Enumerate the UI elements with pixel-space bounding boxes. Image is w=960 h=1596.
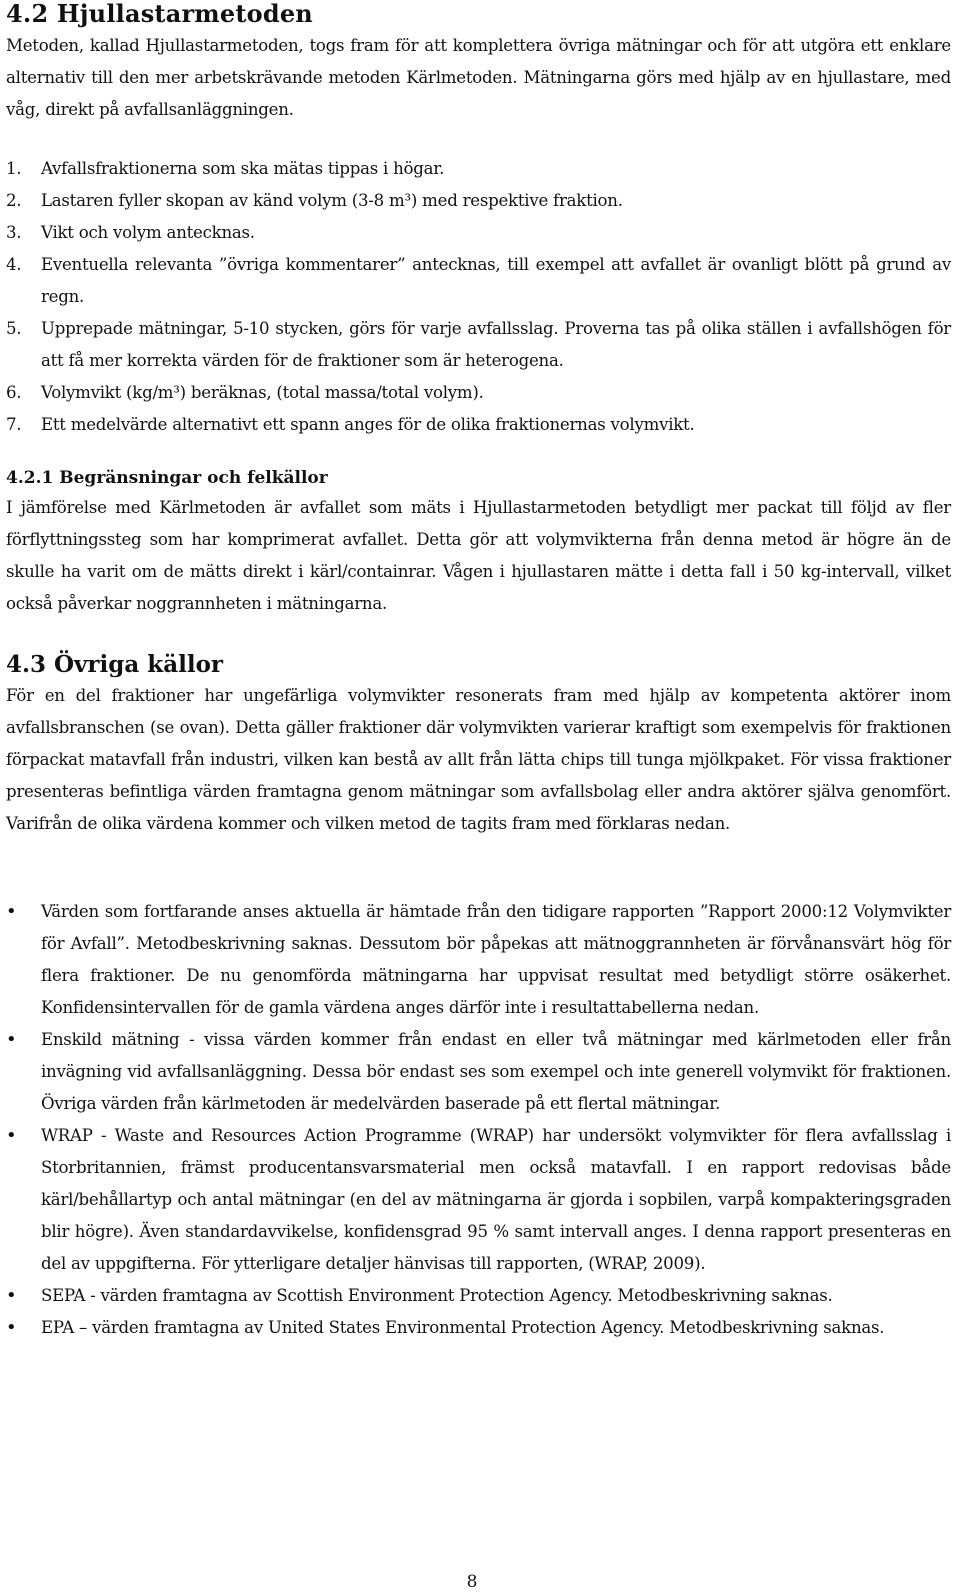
section-4-2-1-text: I jämförelse med Kärlmetoden är avfallet som mäts i Hjullastarmetoden betydligt mer packat till följd av fler förflyttningssteg som har komprimerat avfallet. Detta gör att volymvikterna från denna metod är högre än de skulle ha varit om de mätts direkt i kärl/containrar. Vågen i hjullastaren mätte i detta fall i 50 kg-intervall, vilket också påverkar noggrannheten i mätningarna.: [6, 498, 951, 613]
step-number: 6.: [6, 383, 22, 402]
step-number: 5.: [6, 319, 22, 338]
section-4-2-intro: Metoden, kallad Hjullastarmetoden, togs fram för att komplettera övriga mätningar och för att utgöra ett enklare alternativ till den mer arbetskrävande metoden Kärlmetoden. Mätningarna görs med hjälp av en hjullastare, med våg, direkt på avfallsanläggningen.: [6, 36, 951, 119]
step-number: 4.: [6, 255, 22, 274]
step-number: 1.: [6, 159, 22, 178]
step-number: 3.: [6, 223, 22, 242]
bullet-icon: •: [6, 1125, 17, 1146]
page-number: 8: [466, 1572, 478, 1592]
bullet-text: EPA – värden framtagna av United States Environmental Protection Agency. Metodbeskrivning saknas.: [41, 1318, 885, 1337]
list-item: [6, 1280, 951, 1312]
list-item: [6, 377, 951, 409]
bullet-icon: •: [6, 1285, 17, 1306]
method-steps-list: [6, 153, 951, 441]
list-item: [6, 896, 951, 1024]
step-text: Upprepade mätningar, 5-10 stycken, görs för varje avfallsslag. Proverna tas på olika ställen i avfallshögen för att få mer korrekta värden för de fraktioner som är heterogena.: [41, 319, 951, 370]
bullet-icon: •: [6, 901, 17, 922]
list-item: [6, 1120, 951, 1280]
list-item: [6, 1312, 951, 1344]
step-text: Volymvikt (kg/m³) beräknas, (total massa/total volym).: [41, 383, 484, 402]
step-text: Lastaren fyller skopan av känd volym (3-8 m³) med respektive fraktion.: [41, 191, 623, 210]
sources-bullet-list: [6, 896, 951, 1344]
list-item: [6, 217, 951, 249]
list-item: [6, 153, 951, 185]
list-item: [6, 249, 951, 313]
list-item: [6, 1024, 951, 1120]
step-text: Vikt och volym antecknas.: [41, 223, 255, 242]
bullet-text: Värden som fortfarande anses aktuella är hämtade från den tidigare rapporten ”Rapport 2000:12 Volymvikter för Avfall”. Metodbeskrivning saknas. Dessutom bör påpekas att mätnoggrannheten är förvånansvärt hög för flera fraktioner. De nu genomförda mätningarna har uppvisat resultat med betydligt större osäkerhet. Konfidensintervallen för de gamla värdena anges därför inte i resultattabellerna nedan.: [41, 902, 951, 1017]
list-item: [6, 185, 951, 217]
list-item: [6, 313, 951, 377]
bullet-text: WRAP - Waste and Resources Action Programme (WRAP) har undersökt volymvikter för flera avfallsslag i Storbritannien, främst producentansvarsmaterial men också matavfall. I en rapport redovisas både kärl/behållartyp och antal mätningar (en del av mätningarna är gjorda i sopbilen, varpå kompakteringsgraden blir högre). Även standardavvikelse, konfidensgrad 95 % samt intervall anges. I denna rapport presenteras en del av uppgifterna. För ytterligare detaljer hänvisas till rapporten, (WRAP, 2009).: [41, 1126, 951, 1273]
step-text: Avfallsfraktionerna som ska mätas tippas i högar.: [41, 159, 445, 178]
bullet-icon: •: [6, 1317, 17, 1338]
bullet-text: SEPA - värden framtagna av Scottish Environment Protection Agency. Metodbeskrivning saknas.: [41, 1286, 833, 1305]
step-text: Ett medelvärde alternativt ett spann anges för de olika fraktionernas volymvikt.: [41, 415, 695, 434]
step-text: Eventuella relevanta ”övriga kommentarer” antecknas, till exempel att avfallet är ovanligt blött på grund av regn.: [41, 255, 951, 306]
section-heading-4-3: 4.3 Övriga källor: [6, 651, 224, 678]
list-item: [6, 409, 951, 441]
section-heading-4-2: 4.2 Hjullastarmetoden: [6, 0, 313, 28]
step-number: 7.: [6, 415, 22, 434]
bullet-icon: •: [6, 1029, 17, 1050]
section-4-3-text: För en del fraktioner har ungefärliga volymvikter resonerats fram med hjälp av kompetenta aktörer inom avfallsbranschen (se ovan). Detta gäller fraktioner där volymvikten varierar kraftigt som exempelvis för fraktionen förpackat matavfall från industri, vilken kan bestå av allt från lätta chips till tunga mjölkpaket. För vissa fraktioner presenteras befintliga värden framtagna genom mätningar som avfallsbolag eller andra aktörer själva genomfört. Varifrån de olika värdena kommer och vilken metod de tagits fram med förklaras nedan.: [6, 686, 951, 833]
bullet-text: Enskild mätning - vissa värden kommer från endast en eller två mätningar med kärlmetoden eller från invägning vid avfallsanläggning. Dessa bör endast ses som exempel och inte generell volymvikt för fraktionen. Övriga värden från kärlmetoden är medelvärden baserade på ett flertal mätningar.: [41, 1030, 951, 1113]
section-heading-4-2-1: 4.2.1 Begränsningar och felkällor: [6, 468, 328, 488]
step-number: 2.: [6, 191, 22, 210]
